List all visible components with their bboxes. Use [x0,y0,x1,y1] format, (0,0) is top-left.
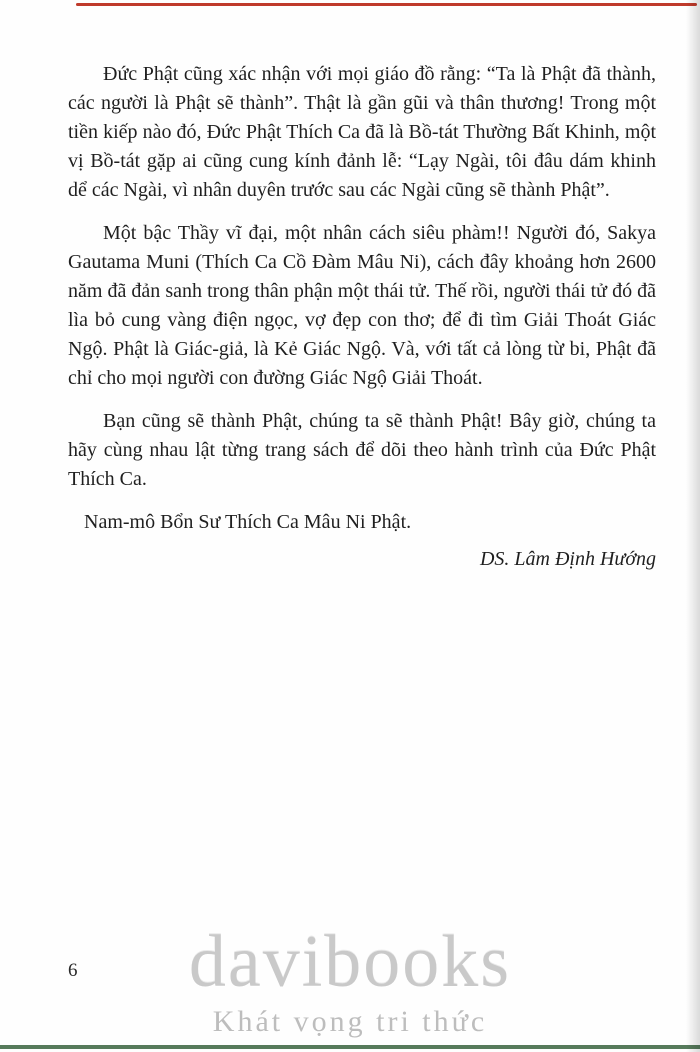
watermark-brand: davibooks [188,921,512,1003]
bottom-edge-line [0,1045,700,1049]
watermark [0,921,700,1039]
paragraph: Bạn cũng sẽ thành Phật, chúng ta sẽ thành Phật! Bây giờ, chúng ta hãy cùng nhau lật từng trang sách để dõi theo hành trình của Đức Phật Thích Ca. [68,410,656,490]
paragraph: Một bậc Thầy vĩ đại, một nhân cách siêu phàm!! Người đó, Sakya Gautama Muni (Thích Ca Cồ Đàm Mâu Ni), cách đây khoảng hơn 2600 năm đã đản sanh trong thân phận một thái tử. Thế rồi, người thái tử đó đã lìa bỏ cung vàng điện ngọc, vợ đẹp con thơ; để đi tìm Giải Thoát Giác Ngộ. Phật là Giác-giả, là Kẻ Giác Ngộ. Và, với tất cả lòng từ bi, Phật đã chỉ cho mọi người con đường Giác Ngộ Giải Thoát. [68,222,656,389]
top-edge-line [76,3,697,6]
author-signature: DS. Lâm Định Hướng [479,548,656,570]
scan-edge-shadow [686,0,700,1052]
page-number: 6 [68,960,78,981]
watermark-slogan: Khát vọng tri thức [212,1005,488,1038]
paragraph: Đức Phật cũng xác nhận với mọi giáo đồ rằng: “Ta là Phật đã thành, các người là Phật sẽ thành”. Thật là gần gũi và thân thương! Trong một tiền kiếp nào đó, Đức Phật Thích Ca đã là Bồ-tát Thường Bất Khinh, một vị Bồ-tát gặp ai cũng cung kính đảnh lễ: “Lạy Ngài, tôi đâu dám khinh dể các Ngài, vì nhân duyên trước sau các Ngài cũng sẽ thành Phật”. [68,63,656,201]
page-content [68,60,656,588]
invocation-line: Nam-mô Bổn Sư Thích Ca Mâu Ni Phật. [84,511,412,533]
